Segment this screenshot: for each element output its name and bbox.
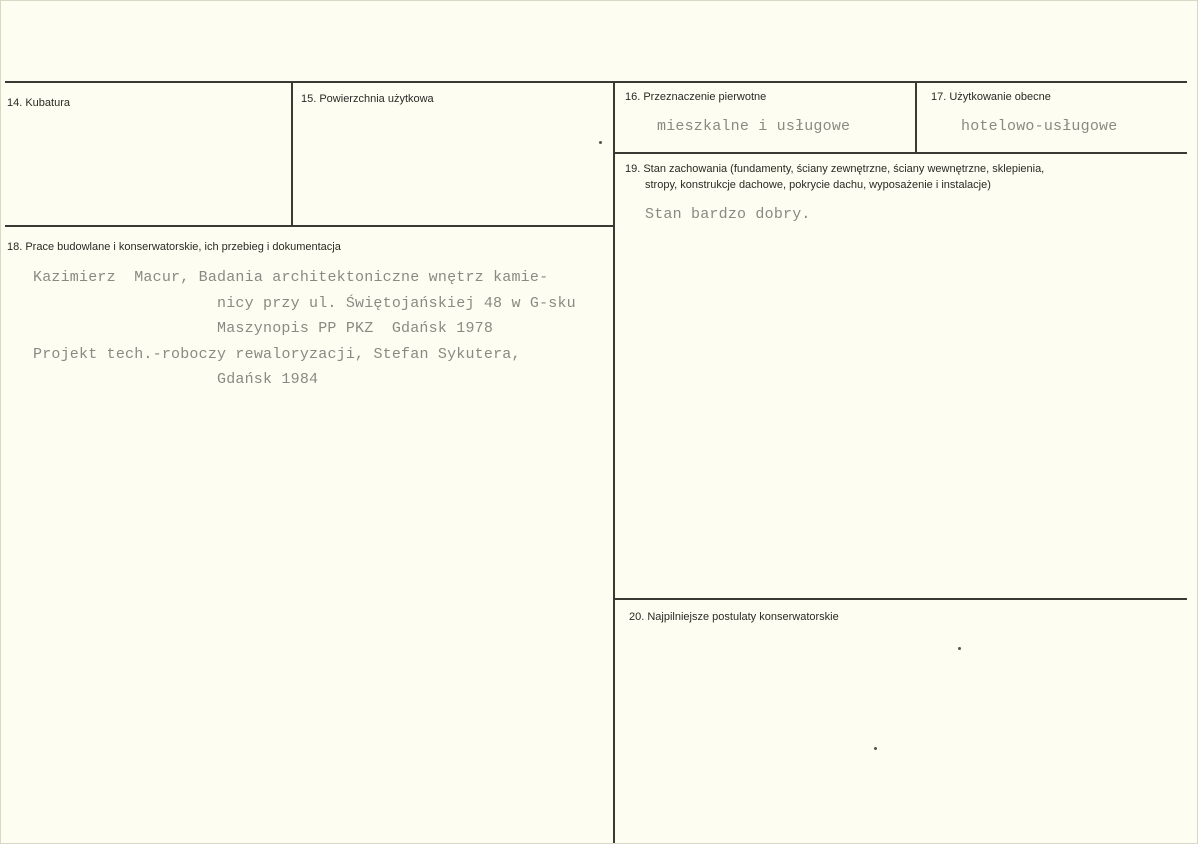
field-18-line: Gdańsk 1984 (217, 371, 319, 388)
divider-15-16 (613, 83, 615, 843)
field-18-line: Projekt tech.-roboczy rewaloryzacji, Stefan Sykutera, (33, 346, 521, 363)
rule-under-16-17 (615, 152, 1187, 154)
field-19-label-line1: 19. Stan zachowania (fundamenty, ściany zewnętrzne, ściany wewnętrzne, sklepienia, (625, 163, 1045, 175)
field-18-label: 18. Prace budowlane i konserwatorskie, ich przebieg i dokumentacja (7, 241, 341, 253)
divider-16-17 (915, 83, 917, 153)
field-19-label-line2: stropy, konstrukcje dachowe, pokrycie dachu, wyposażenie i instalacje) (645, 179, 991, 191)
field-16-value: mieszkalne i usługowe (657, 118, 851, 135)
top-rule (5, 81, 1187, 83)
field-17-label: 17. Użytkowanie obecne (931, 91, 1051, 103)
field-18-line: Kazimierz Macur, Badania architektoniczne wnętrz kamie- (33, 269, 549, 286)
paper-speck (958, 647, 961, 650)
paper-speck (874, 747, 877, 750)
rule-above-20 (615, 598, 1187, 600)
field-18-line: Maszynopis PP PKZ Gdańsk 1978 (217, 320, 494, 337)
field-14-label: 14. Kubatura (7, 97, 70, 109)
field-18-line: nicy przy ul. Świętojańskiej 48 w G-sku (217, 295, 576, 312)
field-20-label: 20. Najpilniejsze postulaty konserwatorskie (629, 611, 839, 623)
field-15-label: 15. Powierzchnia użytkowa (301, 93, 434, 105)
field-17-value: hotelowo-usługowe (961, 118, 1118, 135)
rule-under-14-15 (5, 225, 615, 227)
field-16-label: 16. Przeznaczenie pierwotne (625, 91, 767, 103)
field-19-value: Stan bardzo dobry. (645, 206, 811, 223)
paper-speck (599, 141, 602, 144)
divider-14-15 (291, 83, 293, 226)
